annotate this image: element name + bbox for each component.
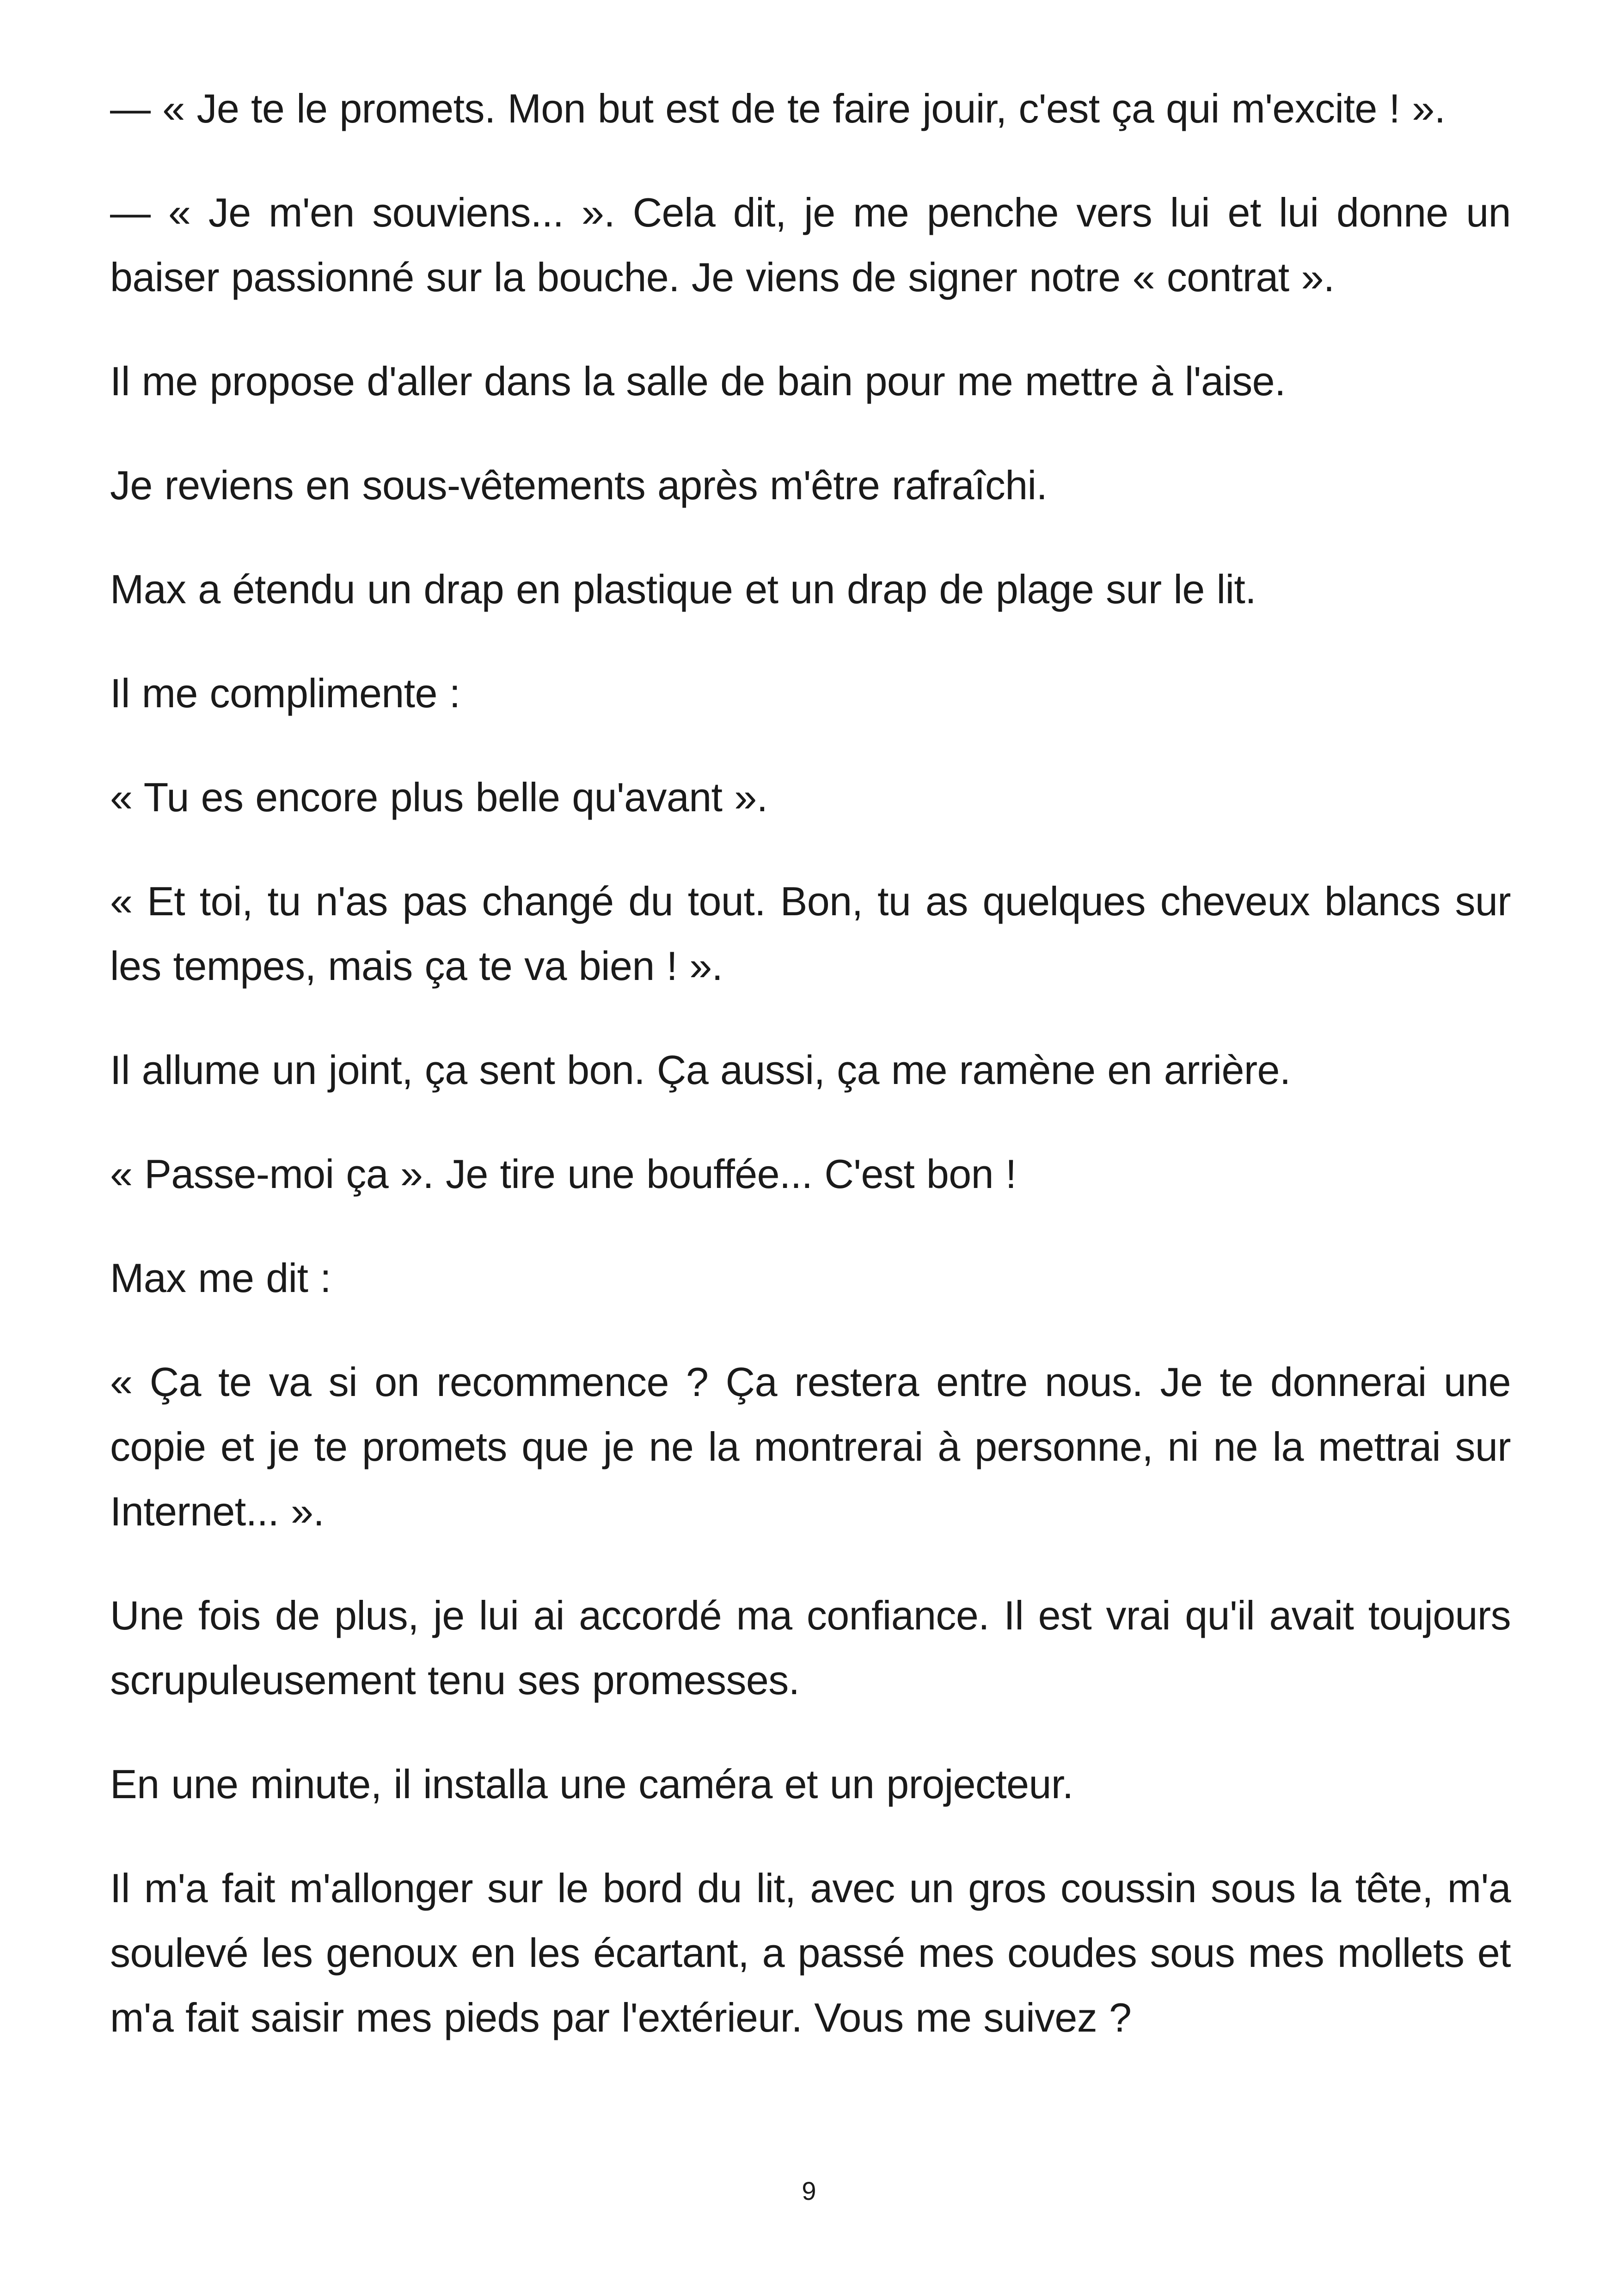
paragraph-5: Max a étendu un drap en plastique et un drap de plage sur le lit. bbox=[110, 566, 1256, 612]
paragraph-2: — « Je m'en souviens... ». Cela dit, je me penche vers lui et lui donne un baiser passionné sur la bouche. Je viens de signer notre « contrat ». bbox=[110, 190, 1511, 300]
paragraph-6: Il me complimente : bbox=[110, 670, 460, 716]
paragraph-14: En une minute, il installa une caméra et un projecteur. bbox=[110, 1761, 1073, 1807]
paragraph-15: Il m'a fait m'allonger sur le bord du lit, avec un gros coussin sous la tête, m'a soulevé les genoux en les écartant, a passé mes coudes sous mes mollets et m'a fait saisir mes pieds par l'extérieur. Vous me suivez ? bbox=[110, 1865, 1511, 2040]
paragraph-9: Il allume un joint, ça sent bon. Ça aussi, ça me ramène en arrière. bbox=[110, 1047, 1291, 1093]
paragraph-11: Max me dit : bbox=[110, 1255, 331, 1301]
paragraph-13: Une fois de plus, je lui ai accordé ma confiance. Il est vrai qu'il avait toujours scrupuleusement tenu ses promesses. bbox=[110, 1592, 1511, 1703]
paragraph-1: — « Je te le promets. Mon but est de te faire jouir, c'est ça qui m'excite ! ». bbox=[110, 86, 1446, 131]
paragraph-8: « Et toi, tu n'as pas changé du tout. Bon, tu as quelques cheveux blancs sur les tempes, mais ça te va bien ! ». bbox=[110, 878, 1511, 989]
paragraph-10: « Passe-moi ça ». Je tire une bouffée... C'est bon ! bbox=[110, 1151, 1017, 1197]
body-text bbox=[110, 76, 1511, 2089]
page-number: 9 bbox=[802, 2176, 816, 2205]
paragraph-7: « Tu es encore plus belle qu'avant ». bbox=[110, 774, 768, 820]
paragraph-3: Il me propose d'aller dans la salle de bain pour me mettre à l'aise. bbox=[110, 358, 1286, 404]
paragraph-4: Je reviens en sous-vêtements après m'être rafraîchi. bbox=[110, 462, 1048, 508]
paragraph-12: « Ça te va si on recommence ? Ça restera entre nous. Je te donnerai une copie et je te promets que je ne la montrerai à personne, ni ne la mettrai sur Internet... ». bbox=[110, 1359, 1511, 1534]
